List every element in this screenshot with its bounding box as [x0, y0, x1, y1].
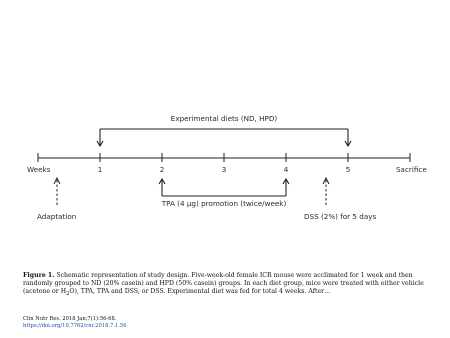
dss-marker	[304, 178, 376, 221]
caption-text-1: Schematic representation of study design. Five-week-old female ICR mouse were acclimated for 1 week and then randomly grouped to ND (20% casein) and HPD (50% casein) groups. In each diet group, mice were treated with either vehicle (acetone or H	[23, 272, 424, 295]
week-label-5: 5	[345, 165, 351, 174]
adaptation-label: Adaptation	[37, 212, 77, 221]
journal-reference: Clin Nutr Res. 2018 Jan;7(1):56-68.	[23, 316, 117, 322]
week-label-3: 3	[221, 165, 227, 174]
tpa-label: TPA (4 μg) promotion (twice/week)	[161, 199, 287, 208]
doi-link[interactable]: https://doi.org/10.7762/cnr.2018.7.1.56	[23, 323, 127, 329]
sacrifice-label: Sacrifice	[396, 165, 427, 174]
tpa-promotion-bracket	[159, 179, 289, 208]
week-label-2: 2	[159, 165, 165, 174]
adaptation-marker	[37, 178, 76, 221]
weeks-label: Weeks	[27, 165, 51, 174]
experimental-diets-label: Experimental diets (ND, HPD)	[170, 114, 278, 123]
figure-label: Figure 1.	[23, 272, 55, 279]
figure-caption	[23, 272, 433, 298]
timeline-axis	[27, 153, 427, 174]
week-label-4: 4	[283, 165, 289, 174]
week-label-1: 1	[97, 165, 103, 174]
caption-text-2: O), TPA, TPA and DSS, or DSS. Experimental diet was fed for total 4 weeks. After…	[69, 288, 331, 295]
caption-subscript: 2	[66, 291, 70, 298]
experimental-diets-bracket	[97, 114, 351, 146]
dss-label: DSS (2%) for 5 days	[304, 212, 377, 221]
citation	[23, 316, 323, 330]
